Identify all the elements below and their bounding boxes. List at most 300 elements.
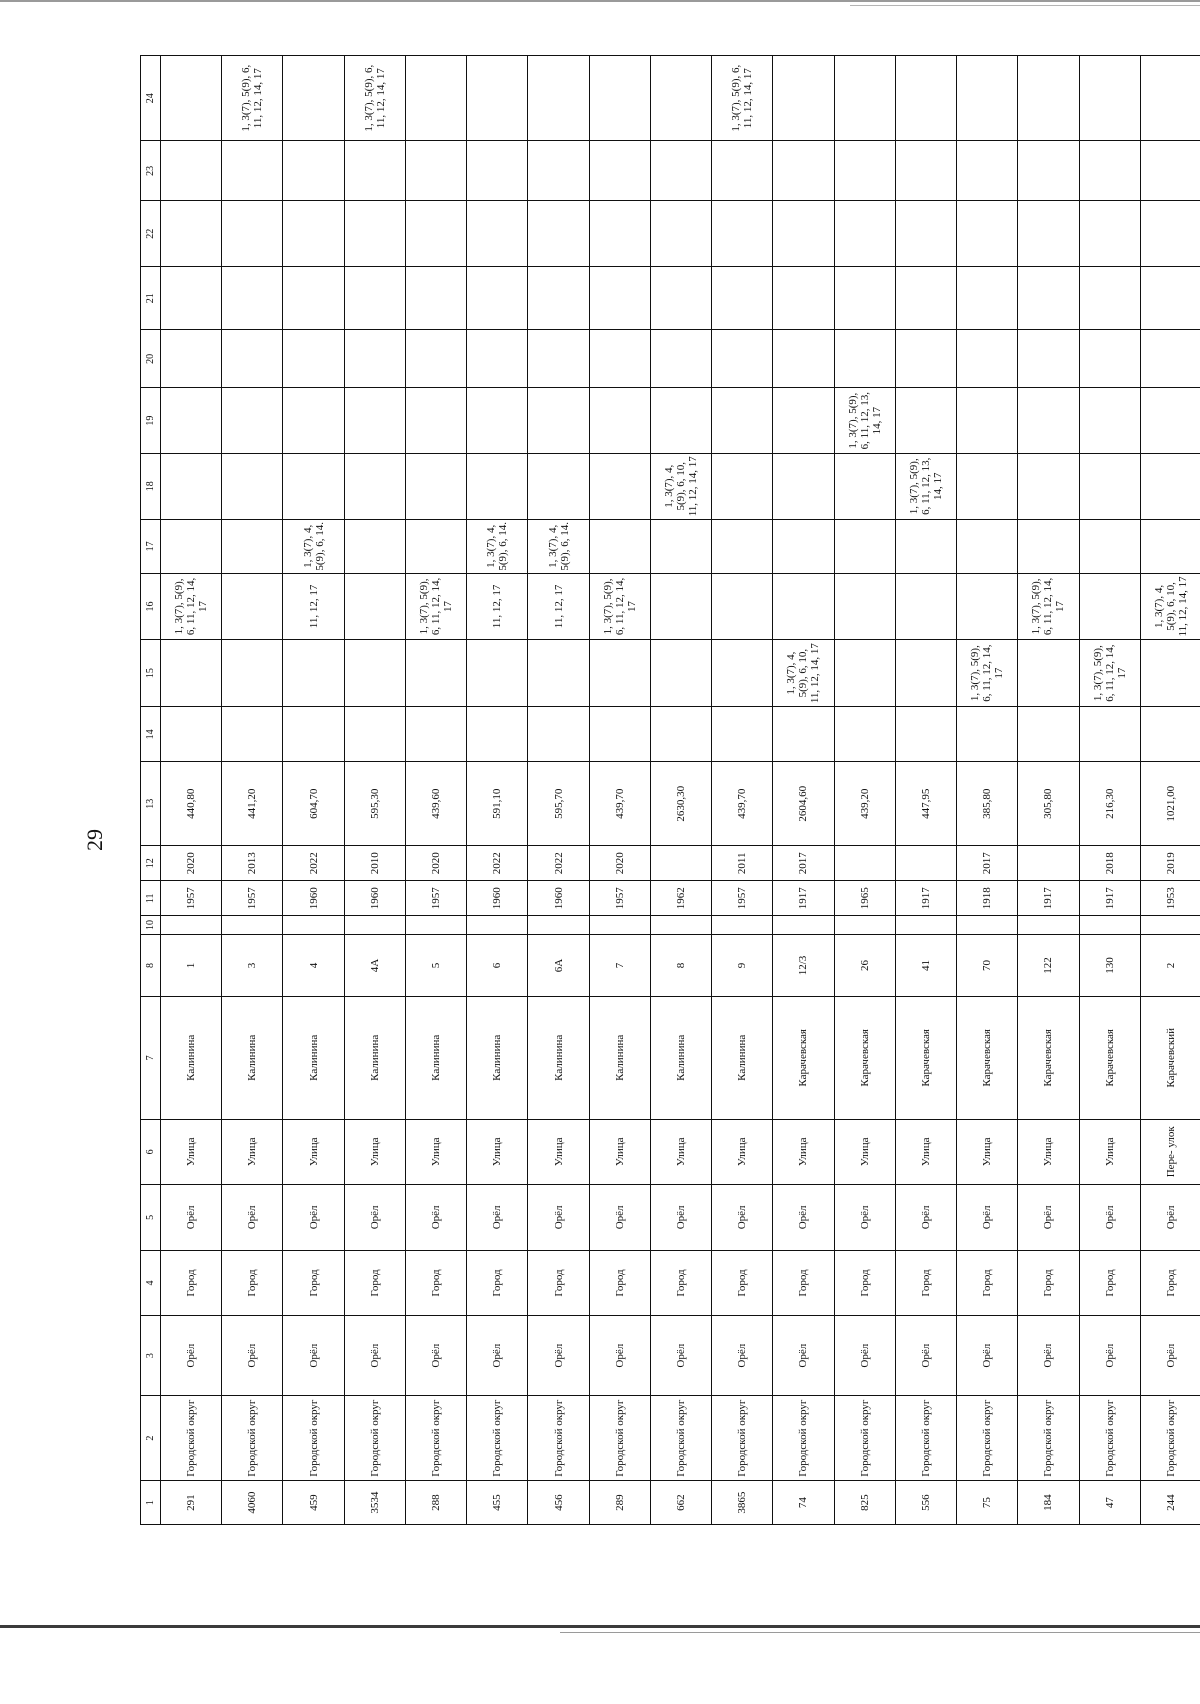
table-cell: Карачевская	[1079, 997, 1140, 1119]
table-cell: 4060	[222, 1481, 283, 1525]
table-cell	[161, 141, 222, 201]
table-cell: 1, 3(7), 4, 5(9), 6, 14.	[467, 519, 528, 574]
table-cell: Орёл	[650, 1185, 711, 1251]
table-cell: 11, 12, 17	[528, 574, 589, 640]
table-cell: 1, 3(7), 5(9), 6, 11, 12, 14, 17	[589, 574, 650, 640]
table-cell	[1079, 388, 1140, 454]
table-cell: 47	[1079, 1481, 1140, 1525]
table-cell	[895, 330, 956, 388]
table-cell: 4А	[344, 934, 405, 996]
table-cell	[589, 56, 650, 141]
table-row	[712, 56, 773, 1525]
table-cell: 2630,30	[650, 762, 711, 846]
table-cell	[528, 56, 589, 141]
table-cell	[222, 519, 283, 574]
table-cell: 1917	[773, 881, 834, 916]
table-cell	[405, 916, 466, 935]
column-header: 2	[141, 1396, 161, 1481]
table-row	[773, 56, 834, 1525]
table-cell	[650, 267, 711, 330]
table-cell	[222, 707, 283, 762]
column-header: 6	[141, 1119, 161, 1185]
table-cell	[773, 56, 834, 141]
table-cell	[528, 201, 589, 267]
table-cell	[344, 707, 405, 762]
table-cell	[344, 201, 405, 267]
table-cell: Орёл	[467, 1316, 528, 1396]
column-header: 15	[141, 639, 161, 707]
table-cell	[467, 388, 528, 454]
table-cell	[712, 916, 773, 935]
table-cell: Городской округ	[895, 1396, 956, 1481]
table-cell: 439,70	[589, 762, 650, 846]
table-cell: 1, 3(7), 5(9), 6, 11, 12, 14, 17	[957, 639, 1018, 707]
table-cell	[405, 201, 466, 267]
table-cell: 291	[161, 1481, 222, 1525]
column-header: 1	[141, 1481, 161, 1525]
table-row	[528, 56, 589, 1525]
table-cell: 70	[957, 934, 1018, 996]
table-cell: Улица	[222, 1119, 283, 1185]
table-cell: Орёл	[161, 1185, 222, 1251]
table-cell: 2017	[773, 846, 834, 881]
table-cell	[712, 574, 773, 640]
table-cell: Городской округ	[344, 1396, 405, 1481]
table-cell: Орёл	[957, 1316, 1018, 1396]
table-cell: 1, 3(7), 5(9), 6, 11, 12, 14, 17	[1079, 639, 1140, 707]
table-cell: 3534	[344, 1481, 405, 1525]
table-cell	[895, 141, 956, 201]
table-cell	[467, 56, 528, 141]
table-cell	[773, 267, 834, 330]
table-cell	[405, 141, 466, 201]
table-cell: Орёл	[589, 1316, 650, 1396]
table-cell	[650, 201, 711, 267]
table-cell: 2	[1140, 934, 1200, 996]
table-cell	[957, 388, 1018, 454]
table-cell	[283, 201, 344, 267]
table-cell	[650, 639, 711, 707]
table-cell	[1018, 141, 1079, 201]
table-cell	[589, 519, 650, 574]
table-cell	[1018, 916, 1079, 935]
table-cell: Город	[528, 1250, 589, 1316]
table-cell	[1079, 453, 1140, 519]
table-row	[283, 56, 344, 1525]
table-cell	[650, 707, 711, 762]
table-cell: Орёл	[773, 1316, 834, 1396]
table-cell	[589, 267, 650, 330]
table-cell: 385,80	[957, 762, 1018, 846]
table-cell	[344, 639, 405, 707]
page-number: 29	[82, 829, 107, 851]
table-cell	[957, 574, 1018, 640]
table-cell	[528, 141, 589, 201]
table-cell: Орёл	[344, 1316, 405, 1396]
table-cell: Пере- улок	[1140, 1119, 1200, 1185]
table-cell: 3865	[712, 1481, 773, 1525]
table-cell	[834, 453, 895, 519]
table-cell	[344, 141, 405, 201]
table-cell	[283, 56, 344, 141]
table-cell	[650, 56, 711, 141]
table-cell: 26	[834, 934, 895, 996]
table-cell	[895, 519, 956, 574]
table-cell: Город	[650, 1250, 711, 1316]
table-cell: Городской округ	[1140, 1396, 1200, 1481]
table-cell	[712, 388, 773, 454]
table-cell	[1079, 574, 1140, 640]
table-cell	[283, 707, 344, 762]
table-cell: Город	[1079, 1250, 1140, 1316]
table-row	[1018, 56, 1079, 1525]
bottom-scan-rule	[0, 1625, 1200, 1628]
table-cell	[1079, 201, 1140, 267]
table-cell: 2020	[161, 846, 222, 881]
table-cell	[773, 574, 834, 640]
table-cell: Орёл	[773, 1185, 834, 1251]
table-cell: 6А	[528, 934, 589, 996]
table-cell	[712, 707, 773, 762]
table-cell	[1018, 453, 1079, 519]
table-cell	[773, 453, 834, 519]
table-row	[344, 56, 405, 1525]
table-cell: Город	[834, 1250, 895, 1316]
table-cell: Орёл	[1140, 1185, 1200, 1251]
table-cell: 8	[650, 934, 711, 996]
table-cell: Городской округ	[283, 1396, 344, 1481]
table-cell: 11, 12, 17	[283, 574, 344, 640]
table-cell: 130	[1079, 934, 1140, 996]
table-cell: 41	[895, 934, 956, 996]
table-cell: Город	[895, 1250, 956, 1316]
table-cell: Улица	[344, 1119, 405, 1185]
table-body	[161, 56, 1200, 1525]
table-cell: 184	[1018, 1481, 1079, 1525]
table-cell	[344, 519, 405, 574]
table-cell	[405, 707, 466, 762]
column-header: 24	[141, 56, 161, 141]
table-cell	[222, 453, 283, 519]
table-cell	[1018, 56, 1079, 141]
table-cell: 9	[712, 934, 773, 996]
table-cell: Город	[222, 1250, 283, 1316]
table-cell	[467, 267, 528, 330]
table-row	[222, 56, 283, 1525]
table-cell	[589, 330, 650, 388]
table-cell: Город	[405, 1250, 466, 1316]
table-row	[161, 56, 222, 1525]
table-cell	[895, 574, 956, 640]
table-cell	[589, 453, 650, 519]
table-cell: 2020	[405, 846, 466, 881]
table-cell: Орёл	[895, 1185, 956, 1251]
table-cell: 2018	[1079, 846, 1140, 881]
column-header: 16	[141, 574, 161, 640]
table-cell: 447,95	[895, 762, 956, 846]
table-cell	[957, 330, 1018, 388]
table-cell: Орёл	[1018, 1316, 1079, 1396]
table-cell	[528, 453, 589, 519]
table-cell: 244	[1140, 1481, 1200, 1525]
table-cell: Орёл	[528, 1316, 589, 1396]
table-cell: Улица	[650, 1119, 711, 1185]
column-number-row	[141, 56, 161, 1525]
table-cell	[834, 519, 895, 574]
table-cell: 662	[650, 1481, 711, 1525]
column-header: 8	[141, 934, 161, 996]
table-cell: 288	[405, 1481, 466, 1525]
table-cell	[712, 453, 773, 519]
table-cell	[467, 639, 528, 707]
table-cell: Калинина	[161, 997, 222, 1119]
table-cell: Орёл	[161, 1316, 222, 1396]
table-cell: Улица	[895, 1119, 956, 1185]
table-cell: Улица	[773, 1119, 834, 1185]
table-cell	[405, 388, 466, 454]
table-cell: 1917	[895, 881, 956, 916]
table-cell: Орёл	[957, 1185, 1018, 1251]
table-cell	[650, 574, 711, 640]
table-cell	[467, 201, 528, 267]
table-cell	[222, 574, 283, 640]
table-cell	[283, 639, 344, 707]
table-cell: 1957	[222, 881, 283, 916]
column-header: 22	[141, 201, 161, 267]
table-cell: Городской округ	[834, 1396, 895, 1481]
table-cell: 1960	[467, 881, 528, 916]
table-cell: Улица	[467, 1119, 528, 1185]
table-cell	[528, 388, 589, 454]
table-cell: Городской округ	[957, 1396, 1018, 1481]
table-cell	[405, 330, 466, 388]
table-cell: 459	[283, 1481, 344, 1525]
table-cell: Город	[957, 1250, 1018, 1316]
table-cell	[895, 201, 956, 267]
table-row	[589, 56, 650, 1525]
table-cell: Карачевский	[1140, 997, 1200, 1119]
table-cell: 1, 3(7), 5(9), 6, 11, 12, 14, 17	[222, 56, 283, 141]
table-cell	[283, 330, 344, 388]
table-cell	[344, 267, 405, 330]
table-cell: Орёл	[895, 1316, 956, 1396]
table-cell	[344, 574, 405, 640]
table-row	[650, 56, 711, 1525]
table-cell	[528, 639, 589, 707]
table-cell: Улица	[957, 1119, 1018, 1185]
bottom-scan-rule-secondary	[560, 1632, 1200, 1633]
table-cell	[222, 916, 283, 935]
table-cell	[1079, 330, 1140, 388]
table-cell	[283, 388, 344, 454]
table-cell: 2604,60	[773, 762, 834, 846]
table-cell: 455	[467, 1481, 528, 1525]
table-cell: 1960	[283, 881, 344, 916]
table-row	[1140, 56, 1200, 1525]
table-cell: 1, 3(7), 5(9), 6, 11, 12, 14, 17	[712, 56, 773, 141]
table-cell	[528, 330, 589, 388]
table-cell: 1957	[712, 881, 773, 916]
table-cell	[283, 267, 344, 330]
table-cell	[957, 267, 1018, 330]
table-cell: Калинина	[222, 997, 283, 1119]
table-cell: 289	[589, 1481, 650, 1525]
table-cell	[283, 453, 344, 519]
table-cell: 595,70	[528, 762, 589, 846]
table-cell	[222, 267, 283, 330]
table-cell: Городской округ	[1079, 1396, 1140, 1481]
table-cell	[161, 267, 222, 330]
table-cell	[650, 916, 711, 935]
table-cell: 595,30	[344, 762, 405, 846]
table-cell	[773, 707, 834, 762]
table-cell	[1079, 56, 1140, 141]
table-cell: Город	[283, 1250, 344, 1316]
table-cell	[773, 141, 834, 201]
table-cell	[589, 388, 650, 454]
table-cell	[1079, 141, 1140, 201]
table-cell	[957, 453, 1018, 519]
table-cell: 1, 3(7), 5(9), 6, 11, 12, 13, 14, 17	[834, 388, 895, 454]
table-cell: Орёл	[344, 1185, 405, 1251]
table-cell	[895, 639, 956, 707]
table-cell: Город	[589, 1250, 650, 1316]
table-cell: Орёл	[405, 1316, 466, 1396]
table-cell: Улица	[712, 1119, 773, 1185]
table-cell	[467, 707, 528, 762]
table-cell: Калинина	[283, 997, 344, 1119]
table-cell	[834, 639, 895, 707]
column-header: 3	[141, 1316, 161, 1396]
table-cell: 2011	[712, 846, 773, 881]
table-cell: Орёл	[283, 1185, 344, 1251]
table-cell: Орёл	[528, 1185, 589, 1251]
table-cell	[1140, 453, 1200, 519]
table-cell	[222, 388, 283, 454]
table-cell: 2022	[467, 846, 528, 881]
table-cell: 1, 3(7), 5(9), 6, 11, 12, 13, 14, 17	[895, 453, 956, 519]
table-cell: Калинина	[467, 997, 528, 1119]
table-cell: Карачевская	[957, 997, 1018, 1119]
table-cell	[405, 56, 466, 141]
table-cell	[1140, 916, 1200, 935]
table-cell	[650, 388, 711, 454]
table-cell	[834, 201, 895, 267]
table-cell: 74	[773, 1481, 834, 1525]
table-cell: 1962	[650, 881, 711, 916]
table-cell: 439,70	[712, 762, 773, 846]
table-cell	[773, 916, 834, 935]
table-cell	[957, 141, 1018, 201]
table-cell	[650, 519, 711, 574]
table-cell	[1079, 267, 1140, 330]
table-cell: Орёл	[834, 1316, 895, 1396]
table-cell	[957, 56, 1018, 141]
table-cell: 1021,00	[1140, 762, 1200, 846]
column-header: 11	[141, 881, 161, 916]
table-cell	[1018, 846, 1079, 881]
table-cell	[834, 574, 895, 640]
table-cell	[1018, 267, 1079, 330]
table-cell: Улица	[283, 1119, 344, 1185]
table-cell	[834, 141, 895, 201]
table-cell	[834, 267, 895, 330]
table-cell	[773, 519, 834, 574]
table-cell	[1018, 388, 1079, 454]
table-cell	[1140, 639, 1200, 707]
column-header: 10	[141, 916, 161, 935]
table-cell	[834, 56, 895, 141]
table-row	[1079, 56, 1140, 1525]
table-cell: Улица	[405, 1119, 466, 1185]
table-cell	[895, 388, 956, 454]
table-cell: 2020	[589, 846, 650, 881]
column-header: 14	[141, 707, 161, 762]
table-cell	[650, 330, 711, 388]
table-cell: 4	[283, 934, 344, 996]
table-cell: 1, 3(7), 4, 5(9), 6, 10, 11, 12, 14, 17	[1140, 574, 1200, 640]
table-cell: 216,30	[1079, 762, 1140, 846]
table-cell	[405, 639, 466, 707]
table-cell: Орёл	[1079, 1316, 1140, 1396]
table-cell: Городской округ	[712, 1396, 773, 1481]
table-cell: 556	[895, 1481, 956, 1525]
table-cell	[344, 330, 405, 388]
table-cell: Улица	[161, 1119, 222, 1185]
table-cell	[1018, 519, 1079, 574]
table-cell	[834, 707, 895, 762]
table-cell: Орёл	[222, 1185, 283, 1251]
table-cell	[344, 388, 405, 454]
table-cell	[957, 707, 1018, 762]
table-cell	[1140, 519, 1200, 574]
column-header: 23	[141, 141, 161, 201]
table-cell: 1957	[405, 881, 466, 916]
table-cell: 1957	[589, 881, 650, 916]
table-cell: Калинина	[650, 997, 711, 1119]
table-cell	[1079, 519, 1140, 574]
table-cell: Орёл	[222, 1316, 283, 1396]
table-cell: Город	[1018, 1250, 1079, 1316]
table-cell: Улица	[1018, 1119, 1079, 1185]
table-cell	[405, 453, 466, 519]
table-cell	[957, 916, 1018, 935]
table-cell: 439,20	[834, 762, 895, 846]
top-scan-rule-secondary	[850, 5, 1200, 6]
table-cell	[1140, 201, 1200, 267]
table-cell: 1, 3(7), 5(9), 6, 11, 12, 14, 17	[1018, 574, 1079, 640]
table-cell	[1140, 141, 1200, 201]
table-cell	[222, 639, 283, 707]
column-header: 7	[141, 997, 161, 1119]
table-cell: Орёл	[467, 1185, 528, 1251]
table-cell	[1079, 916, 1140, 935]
table-row	[467, 56, 528, 1525]
table-cell: Городской округ	[405, 1396, 466, 1481]
table-cell	[834, 916, 895, 935]
table-cell	[1140, 267, 1200, 330]
table-cell: Карачевская	[895, 997, 956, 1119]
table-cell: 1, 3(7), 5(9), 6, 11, 12, 14, 17	[405, 574, 466, 640]
column-header: 4	[141, 1250, 161, 1316]
table-cell	[589, 639, 650, 707]
table-cell: 1960	[528, 881, 589, 916]
table-cell: Город	[712, 1250, 773, 1316]
table-cell	[712, 519, 773, 574]
table-cell: 7	[589, 934, 650, 996]
table-cell: 6	[467, 934, 528, 996]
table-cell: 1	[161, 934, 222, 996]
